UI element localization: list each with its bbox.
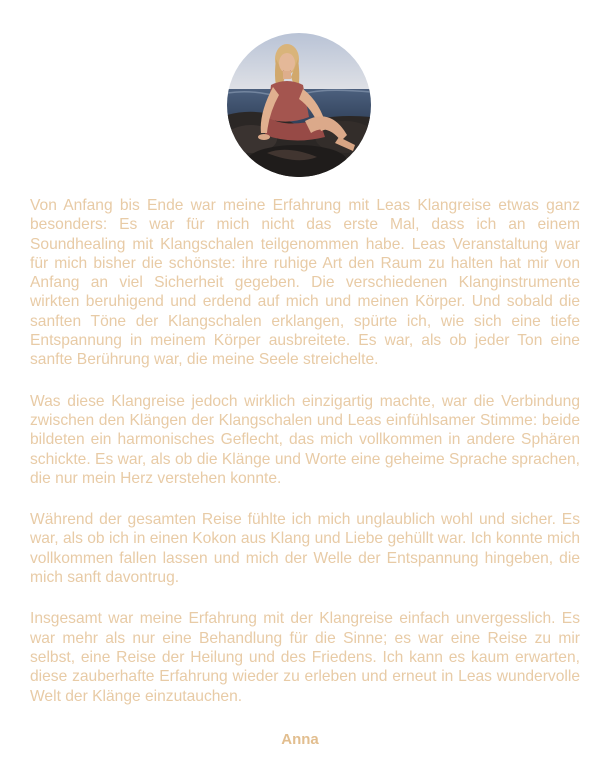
author-name: Anna — [281, 731, 319, 748]
testimonial-paragraph-1: Von Anfang bis Ende war meine Erfahrung mit Leas Klangreise etwas ganz besonders: Es war für mich nicht das erste Mal, dass ich an einem Soundhealing mit Klangschalen teilgenommen habe. Leas Veranstaltung war für mich bisher die schönste: ihre ruhige Art den Raum zu halten hat mir von Anfang an viel Sicherheit gegeben. Die verschiedenen Klanginstrumente wirkten beruhigend und erdend auf mich und meinen Körper. Und sobald die sanften Töne der Klangschalen erklangen, spürte ich, wie sich eine tiefe Entspannung in meinem Körper ausbreitete. Es war, als ob jeder Ton eine sanfte Berührung war, die meine Seele streichelte. — [30, 197, 580, 369]
testimonial-paragraph-3: Während der gesamten Reise fühlte ich mich unglaublich wohl und sicher. Es war, als ob ich in einen Kokon aus Klang und Liebe gehüllt war. Ich konnte mich vollkommen fallen lassen und mich der Welle der Entspannung hingeben, die mich sanft davontrug. — [30, 511, 580, 587]
portrait-photo — [227, 33, 371, 177]
testimonial-paragraph-4: Insgesamt war meine Erfahrung mit der Klangreise einfach unvergesslich. Es war mehr als nur eine Behandlung für die Sinne; es war eine Reise zu mir selbst, eine Reise der Heilung und des Friedens. Ich kann es kaum erwarten, diese zauberhafte Erfahrung wieder zu erleben und erneut in Leas wundervolle Welt der Klänge einzutauchen. — [30, 610, 580, 705]
testimonial-paragraph-2: Was diese Klangreise jedoch wirklich einzigartig machte, war die Verbindung zwischen den Klängen der Klangschalen und Leas einfühlsamer Stimme: beide bildeten ein harmonisches Geflecht, das mich vollkommen in andere Sphären schickte. Es war, als ob die Klänge und Worte eine geheime Sprache sprachen, die nur mein Herz verstehen konnte. — [30, 392, 580, 487]
testimonial-text — [30, 196, 580, 706]
portrait-photo-icon — [227, 33, 371, 177]
